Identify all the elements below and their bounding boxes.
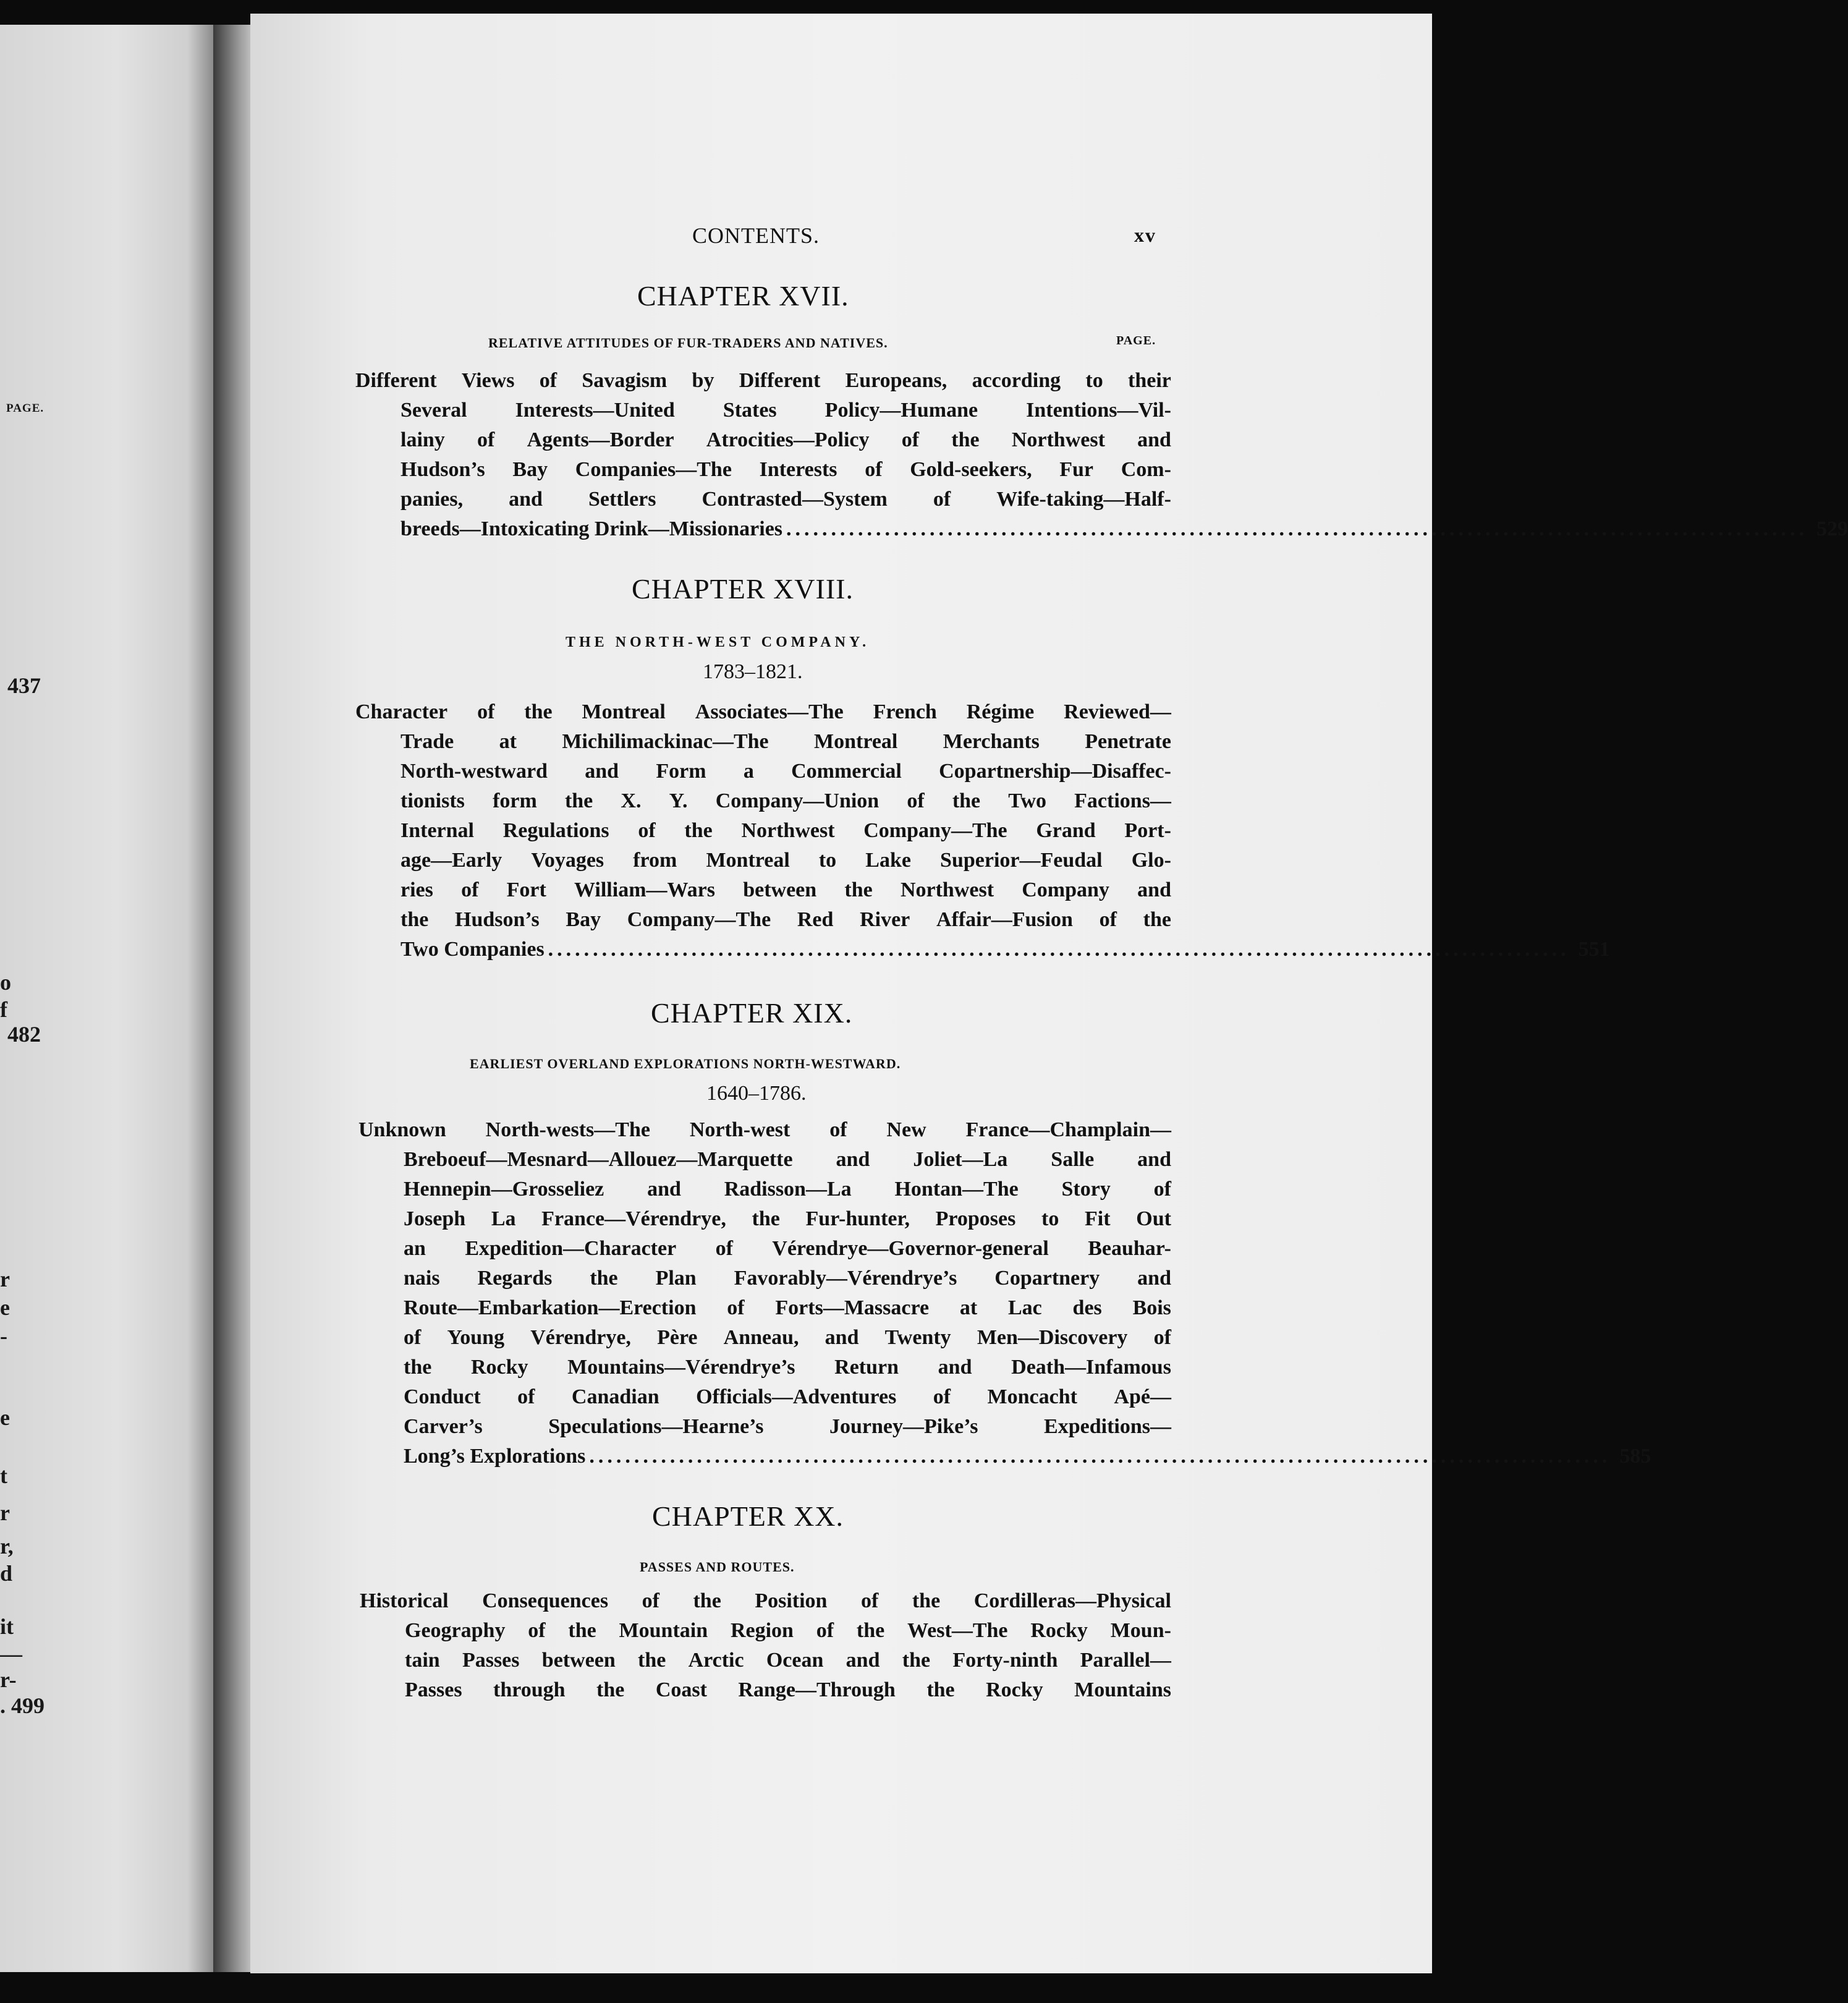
- left-page-fragment: r-: [0, 1667, 17, 1692]
- summary-word: New: [886, 1118, 926, 1141]
- summary-word: Associates—The: [695, 700, 844, 723]
- summary-word: Savagism: [582, 369, 668, 392]
- summary-word: of: [1153, 1178, 1171, 1201]
- summary-word: Geography: [405, 1619, 506, 1642]
- summary-word: the: [590, 1267, 618, 1290]
- summary-word: and: [824, 1326, 859, 1349]
- summary-word: Moun-: [1110, 1619, 1171, 1642]
- summary-word: Michilimackinac—The: [562, 730, 769, 753]
- summary-word: Rocky: [1030, 1619, 1088, 1642]
- summary-word: French: [873, 700, 937, 723]
- summary-word: Mountains: [1074, 1678, 1171, 1701]
- page-number: 551: [1578, 938, 1610, 961]
- summary-word: River: [860, 908, 910, 931]
- summary-word: Radisson—La: [724, 1178, 852, 1201]
- summary-word: their: [1128, 369, 1171, 392]
- summary-word: Beauhar-: [1088, 1237, 1171, 1260]
- left-page-fragment: o: [0, 970, 11, 995]
- summary-word: Unknown: [358, 1118, 446, 1141]
- summary-word: Young: [447, 1326, 505, 1349]
- summary-word: Forty-ninth: [952, 1649, 1058, 1672]
- summary-word: Europeans,: [845, 369, 947, 392]
- summary-line: [360, 1586, 1171, 1616]
- summary-word: of: [477, 428, 495, 451]
- summary-word: and: [938, 1356, 972, 1379]
- summary-word: to: [818, 849, 837, 872]
- chapter-heading: CHAPTER XIX.: [651, 997, 853, 1029]
- summary-word: to: [1085, 369, 1103, 392]
- summary-word: Lac: [1007, 1296, 1042, 1319]
- summary-word: Bois: [1132, 1296, 1171, 1319]
- chapter-heading: CHAPTER XVII.: [637, 280, 849, 312]
- summary-word: Views: [461, 369, 515, 392]
- summary-word: Fur-hunter,: [805, 1207, 910, 1230]
- summary-word: Montreal: [814, 730, 898, 753]
- summary-word: Coast: [655, 1678, 707, 1701]
- summary-word: Northwest: [1011, 428, 1105, 451]
- summary-word: Factions—: [1074, 789, 1171, 812]
- summary-word: Voyages: [531, 849, 604, 872]
- summary-word: Character: [355, 700, 448, 723]
- summary-word: Salle: [1051, 1148, 1095, 1171]
- summary-word: Plan: [655, 1267, 697, 1290]
- summary-word: of: [933, 1385, 951, 1408]
- summary-word: of: [829, 1118, 847, 1141]
- summary-word: Commercial: [791, 760, 902, 783]
- summary-word: William—Wars: [574, 878, 715, 901]
- summary-word: Return: [834, 1356, 899, 1379]
- summary-word: Region: [730, 1619, 794, 1642]
- summary-word: and: [1137, 428, 1171, 451]
- summary-word: Position: [755, 1589, 828, 1612]
- summary-word: Fort: [506, 878, 546, 901]
- chapter-subtitle: THE NORTH-WEST COMPANY.: [566, 634, 870, 650]
- summary-word: Hudson’s: [455, 908, 540, 931]
- summary-word: from: [633, 849, 677, 872]
- summary-word: Company—The: [627, 908, 771, 931]
- summary-word: Range—Through: [738, 1678, 896, 1701]
- chapter-summary: [355, 366, 1848, 544]
- summary-word: and: [509, 488, 543, 511]
- summary-line: [401, 396, 1171, 425]
- summary-word: Regulations: [502, 819, 609, 842]
- summary-line: [358, 1115, 1171, 1145]
- summary-word: of: [539, 369, 557, 392]
- summary-word: the: [752, 1207, 780, 1230]
- summary-word: the: [564, 789, 593, 812]
- left-page-number: 437: [7, 673, 41, 698]
- chapter-heading: CHAPTER XVIII.: [632, 573, 854, 605]
- summary-word: States: [723, 399, 777, 422]
- summary-word: form: [493, 789, 537, 812]
- dot-leader: ..................................................................................................................: [589, 1445, 1611, 1468]
- summary-word: Story: [1061, 1178, 1111, 1201]
- summary-word: Trade: [401, 730, 454, 753]
- summary-word: Hontan—The: [894, 1178, 1019, 1201]
- summary-word: to: [1041, 1207, 1059, 1230]
- chapter-summary: [355, 697, 1610, 964]
- summary-line: [404, 1353, 1171, 1382]
- page-number: 529: [1816, 517, 1848, 540]
- summary-word: Parallel—: [1080, 1649, 1171, 1672]
- left-page-fragment: r,: [0, 1534, 14, 1559]
- summary-word: Out: [1136, 1207, 1171, 1230]
- summary-line: [404, 1234, 1171, 1264]
- summary-word: the: [693, 1589, 721, 1612]
- summary-line: [405, 1616, 1171, 1646]
- summary-line: [401, 816, 1171, 846]
- book-gutter: [213, 25, 250, 1972]
- summary-word: North-westward: [401, 760, 548, 783]
- summary-word: Hennepin—Grosseliez: [404, 1178, 604, 1201]
- summary-word: the: [926, 1678, 955, 1701]
- summary-word: the: [844, 878, 873, 901]
- summary-word: Joliet—La: [913, 1148, 1008, 1171]
- summary-word: the: [638, 1649, 666, 1672]
- summary-word: Hudson’s: [401, 458, 485, 481]
- summary-word: Conduct: [404, 1385, 481, 1408]
- summary-word: La: [491, 1207, 516, 1230]
- summary-word: Several: [401, 399, 467, 422]
- summary-line: [355, 697, 1171, 727]
- summary-word: West—The: [907, 1619, 1008, 1642]
- summary-word: Men—Discovery: [977, 1326, 1128, 1349]
- summary-line: [401, 846, 1171, 875]
- summary-word: of: [715, 1237, 733, 1260]
- dot-leader: ..................................................................................................................: [786, 517, 1808, 540]
- summary-line: [405, 1646, 1171, 1675]
- summary-line: [405, 1675, 1171, 1705]
- summary-line: [404, 1145, 1171, 1175]
- summary-word: Northwest: [900, 878, 994, 901]
- chapter-subtitle: PASSES AND ROUTES.: [640, 1559, 795, 1575]
- left-page-fragment: e: [0, 1405, 10, 1430]
- summary-word: Penetrate: [1085, 730, 1171, 753]
- summary-word: the: [401, 908, 429, 931]
- summary-word: Internal: [401, 819, 474, 842]
- summary-line: [404, 1175, 1171, 1204]
- summary-word: Mountains—Vérendrye’s: [567, 1356, 795, 1379]
- summary-word: Moncacht: [987, 1385, 1077, 1408]
- left-page-fragment: -: [0, 1324, 7, 1348]
- summary-word: tionists: [401, 789, 465, 812]
- summary-word: of: [861, 1589, 879, 1612]
- summary-last-line: [401, 935, 1610, 964]
- summary-word: France—Vérendrye,: [541, 1207, 726, 1230]
- summary-word: Gold-seekers,: [910, 458, 1032, 481]
- summary-word: of: [477, 700, 495, 723]
- summary-word: Agents—Border: [527, 428, 674, 451]
- summary-word: between: [743, 878, 817, 901]
- summary-word: and: [846, 1649, 880, 1672]
- left-page-fragment: r: [0, 1500, 10, 1525]
- summary-word: an: [404, 1237, 426, 1260]
- summary-word: of: [933, 488, 951, 511]
- summary-word: by: [692, 369, 714, 392]
- summary-line: [355, 366, 1171, 396]
- summary-word: Interests—United: [515, 399, 675, 422]
- summary-word: through: [493, 1678, 566, 1701]
- summary-word: the: [524, 700, 553, 723]
- summary-word: Grand: [1036, 819, 1096, 842]
- summary-word: France—Champlain—: [965, 1118, 1171, 1141]
- summary-line-text: breeds—Intoxicating Drink—Missionaries: [401, 517, 783, 540]
- summary-word: of: [404, 1326, 422, 1349]
- summary-word: and: [1137, 878, 1171, 901]
- summary-word: at: [959, 1296, 978, 1319]
- page-number: 585: [1619, 1445, 1651, 1468]
- summary-word: Twenty: [884, 1326, 951, 1349]
- summary-word: the: [856, 1619, 885, 1642]
- summary-word: Fur: [1059, 458, 1094, 481]
- summary-line: [401, 905, 1171, 935]
- summary-word: of: [907, 789, 925, 812]
- summary-word: Copartnership—Disaffec-: [939, 760, 1171, 783]
- summary-word: Bay: [566, 908, 601, 931]
- summary-word: and: [1137, 1267, 1171, 1290]
- summary-word: Death—Infamous: [1011, 1356, 1171, 1379]
- left-page-fragment: e: [0, 1295, 10, 1320]
- summary-word: of: [865, 458, 883, 481]
- summary-word: between: [541, 1649, 616, 1672]
- summary-word: age—Early: [401, 849, 502, 872]
- summary-word: the: [684, 819, 713, 842]
- summary-word: Breboeuf—Mesnard—Allouez—Marquette: [404, 1148, 793, 1171]
- summary-word: Montreal: [706, 849, 790, 872]
- summary-line: [401, 875, 1171, 905]
- summary-word: tain: [405, 1649, 440, 1672]
- summary-word: and: [1137, 1148, 1171, 1171]
- summary-word: Historical: [360, 1589, 449, 1612]
- summary-word: of: [727, 1296, 745, 1319]
- summary-word: of: [642, 1589, 659, 1612]
- summary-word: Company—Union: [715, 789, 879, 812]
- left-page-fragment: —: [0, 1641, 22, 1666]
- summary-word: Glo-: [1131, 849, 1171, 872]
- summary-word: Superior—Feudal: [940, 849, 1103, 872]
- summary-word: Intentions—Vil-: [1026, 399, 1171, 422]
- left-page-fragment: f: [0, 997, 7, 1022]
- summary-word: the: [568, 1619, 596, 1642]
- summary-line: [401, 455, 1171, 485]
- summary-word: and: [647, 1178, 681, 1201]
- summary-word: Apé—: [1114, 1385, 1171, 1408]
- summary-word: Speculations—Hearne’s: [548, 1415, 764, 1438]
- left-page-fragment: it: [0, 1614, 14, 1639]
- chapter-summary: [360, 1586, 1171, 1705]
- summary-word: Y.: [669, 789, 688, 812]
- summary-last-line: [404, 1442, 1651, 1471]
- running-head: CONTENTS.: [692, 223, 820, 248]
- summary-word: the: [912, 1589, 941, 1612]
- summary-word: Company: [1022, 878, 1109, 901]
- chapter-dates: 1783–1821.: [703, 660, 803, 683]
- summary-word: Com-: [1121, 458, 1171, 481]
- summary-word: at: [499, 730, 517, 753]
- summary-word: of: [816, 1619, 834, 1642]
- chapter-subtitle: RELATIVE ATTITUDES OF FUR-TRADERS AND NATIVES.: [488, 335, 888, 351]
- chapter-heading: CHAPTER XX.: [652, 1500, 844, 1532]
- summary-word: Arctic: [688, 1649, 744, 1672]
- summary-line: [404, 1264, 1171, 1293]
- summary-word: Rocky: [986, 1678, 1043, 1701]
- summary-line: [401, 425, 1171, 455]
- summary-word: lainy: [401, 428, 445, 451]
- summary-word: Affair—Fusion: [936, 908, 1073, 931]
- summary-word: Proposes: [935, 1207, 1016, 1230]
- summary-word: Regards: [477, 1267, 553, 1290]
- chapter-summary: [358, 1115, 1651, 1471]
- summary-line: [404, 1293, 1171, 1323]
- summary-word: North-west: [689, 1118, 790, 1141]
- summary-word: Forts—Massacre: [775, 1296, 930, 1319]
- summary-line: [401, 485, 1171, 514]
- summary-word: Cordilleras—Physical: [973, 1589, 1171, 1612]
- summary-word: Merchants: [943, 730, 1040, 753]
- summary-line: [401, 786, 1171, 816]
- dot-leader: ..................................................................................................................: [548, 938, 1570, 961]
- summary-word: and: [836, 1148, 870, 1171]
- left-page-fragment: t: [0, 1463, 7, 1488]
- left-page-edge: [0, 25, 213, 1972]
- summary-line: [404, 1204, 1171, 1234]
- summary-word: Atrocities—Policy: [706, 428, 870, 451]
- summary-word: North-wests—The: [485, 1118, 650, 1141]
- summary-word: Reviewed—: [1064, 700, 1171, 723]
- summary-word: Two: [1008, 789, 1047, 812]
- summary-word: Settlers: [588, 488, 656, 511]
- summary-line: [404, 1412, 1171, 1442]
- summary-word: Passes: [405, 1678, 462, 1701]
- summary-line: [404, 1323, 1171, 1353]
- summary-word: Mountain: [619, 1619, 708, 1642]
- summary-word: Northwest: [741, 819, 835, 842]
- summary-word: the: [596, 1678, 625, 1701]
- summary-line-text: Two Companies: [401, 938, 545, 961]
- summary-word: Père: [657, 1326, 698, 1349]
- left-page-label: PAGE.: [6, 402, 45, 415]
- summary-word: Anneau,: [723, 1326, 799, 1349]
- summary-word: Joseph: [404, 1207, 466, 1230]
- summary-word: Contrasted—System: [701, 488, 888, 511]
- summary-word: the: [1143, 908, 1171, 931]
- summary-word: Régime: [966, 700, 1035, 723]
- summary-word: the: [404, 1356, 432, 1379]
- page-folio: xv: [1134, 224, 1156, 246]
- chapter-subtitle: EARLIEST OVERLAND EXPLORATIONS NORTH-WESTWARD.: [470, 1056, 901, 1071]
- summary-line: [401, 757, 1171, 786]
- summary-word: according: [972, 369, 1061, 392]
- summary-word: Officials—Adventures: [696, 1385, 897, 1408]
- contents-page: [250, 14, 1848, 1973]
- summary-word: ries: [401, 878, 433, 901]
- summary-line: [401, 727, 1171, 757]
- summary-word: the: [902, 1649, 931, 1672]
- summary-word: Favorably—Vérendrye’s: [734, 1267, 957, 1290]
- summary-word: Company—The: [863, 819, 1007, 842]
- summary-word: of: [528, 1619, 546, 1642]
- summary-word: Route—Embarkation—Erection: [404, 1296, 697, 1319]
- summary-word: Companies—The: [575, 458, 732, 481]
- page-column-label: PAGE.: [1116, 334, 1156, 347]
- summary-word: Copartnery: [994, 1267, 1100, 1290]
- summary-word: nais: [404, 1267, 440, 1290]
- summary-word: Wife-taking—Half-: [996, 488, 1171, 511]
- summary-word: des: [1072, 1296, 1102, 1319]
- summary-line: [404, 1382, 1171, 1412]
- summary-word: Passes: [462, 1649, 520, 1672]
- summary-last-line: [401, 514, 1848, 544]
- summary-word: Canadian: [571, 1385, 659, 1408]
- summary-word: the: [952, 789, 981, 812]
- summary-word: of: [1099, 908, 1117, 931]
- summary-word: the: [951, 428, 980, 451]
- summary-word: Expedition—Character: [465, 1237, 677, 1260]
- summary-word: Interests: [759, 458, 837, 481]
- left-page-number: . 499: [0, 1693, 45, 1718]
- summary-word: Vérendrye—Governor-general: [772, 1237, 1049, 1260]
- summary-word: Journey—Pike’s: [829, 1415, 978, 1438]
- summary-word: Red: [797, 908, 834, 931]
- summary-word: Montreal: [582, 700, 666, 723]
- summary-word: Lake: [865, 849, 911, 872]
- summary-word: Fit: [1085, 1207, 1111, 1230]
- summary-word: and: [585, 760, 619, 783]
- summary-word: Form: [656, 760, 706, 783]
- summary-word: Different: [355, 369, 437, 392]
- summary-word: Policy—Humane: [824, 399, 978, 422]
- left-page-fragment: d: [0, 1561, 13, 1586]
- summary-word: Consequences: [482, 1589, 609, 1612]
- summary-word: Port-: [1124, 819, 1171, 842]
- summary-word: of: [461, 878, 479, 901]
- summary-word: Rocky: [470, 1356, 528, 1379]
- summary-word: Vérendrye,: [530, 1326, 631, 1349]
- summary-word: panies,: [401, 488, 464, 511]
- summary-line-text: Long’s Explorations: [404, 1445, 586, 1468]
- summary-word: Different: [739, 369, 821, 392]
- summary-word: Expeditions—: [1044, 1415, 1171, 1438]
- summary-word: of: [517, 1385, 535, 1408]
- chapter-dates: 1640–1786.: [706, 1082, 807, 1105]
- left-page-fragment: r: [0, 1267, 10, 1291]
- summary-word: of: [638, 819, 656, 842]
- summary-word: of: [1153, 1326, 1171, 1349]
- summary-word: a: [743, 760, 754, 783]
- summary-word: Carver’s: [404, 1415, 483, 1438]
- summary-word: Bay: [512, 458, 548, 481]
- left-page-number: 482: [7, 1022, 41, 1047]
- summary-word: Ocean: [766, 1649, 824, 1672]
- summary-word: of: [901, 428, 920, 451]
- summary-word: X.: [621, 789, 642, 812]
